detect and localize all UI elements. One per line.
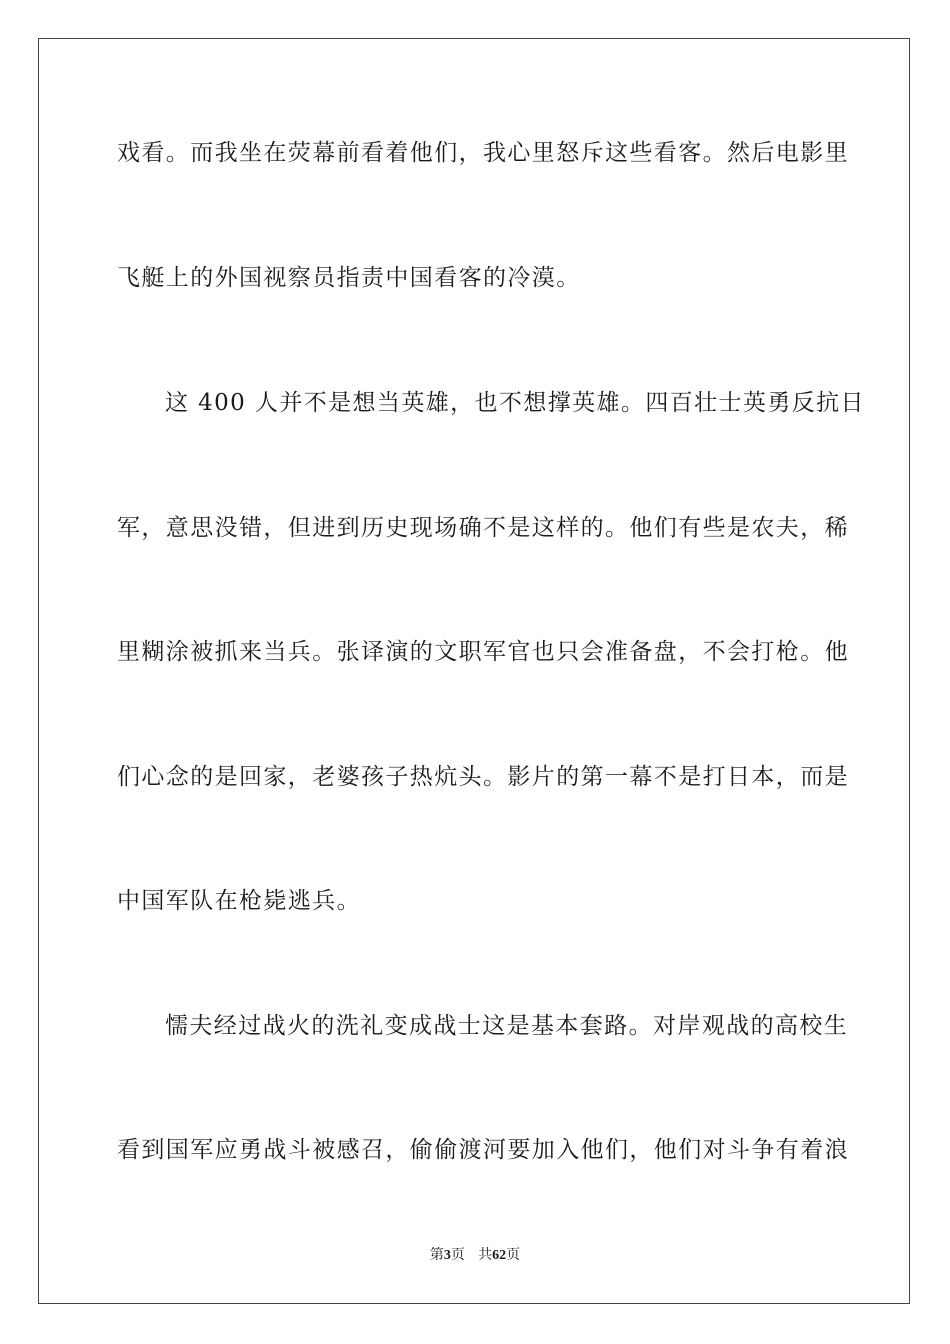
text-line-7: 中国军队在枪毙逃兵。 [117,888,361,914]
text-line-3: 这 400 人并不是想当英雄，也不想撑英雄。四百壮士英勇反抗日 [165,390,865,416]
text-line-2: 飞艇上的外国视察员指责中国看客的冷漠。 [117,265,581,291]
text-line-8: 懦夫经过战火的洗礼变成战士这是基本套路。对岸观战的高校生 [165,1013,849,1039]
total-prefix: 共 [478,1247,493,1263]
text-line-9: 看到国军应勇战斗被感召，偷偷渡河要加入他们，他们对斗争有着浪 [117,1137,849,1163]
text-line-4: 军，意思没错，但进到历史现场确不是这样的。他们有些是农夫，稀 [117,515,849,541]
total-suffix: 页 [506,1247,521,1263]
page-footer [0,1246,950,1265]
page-border [38,38,910,1304]
page-suffix: 页 [450,1247,465,1263]
total-pages: 62 [492,1248,507,1263]
page-prefix: 第 [429,1247,444,1263]
text-line-1: 戏看。而我坐在荧幕前看着他们，我心里怒斥这些看客。然后电影里 [117,140,849,166]
page-number: 3 [443,1248,451,1263]
text-line-6: 们心念的是回家，老婆孩子热炕头。影片的第一幕不是打日本，而是 [117,764,849,790]
text-line-5: 里糊涂被抓来当兵。张译演的文职军官也只会准备盘，不会打枪。他 [117,639,849,665]
